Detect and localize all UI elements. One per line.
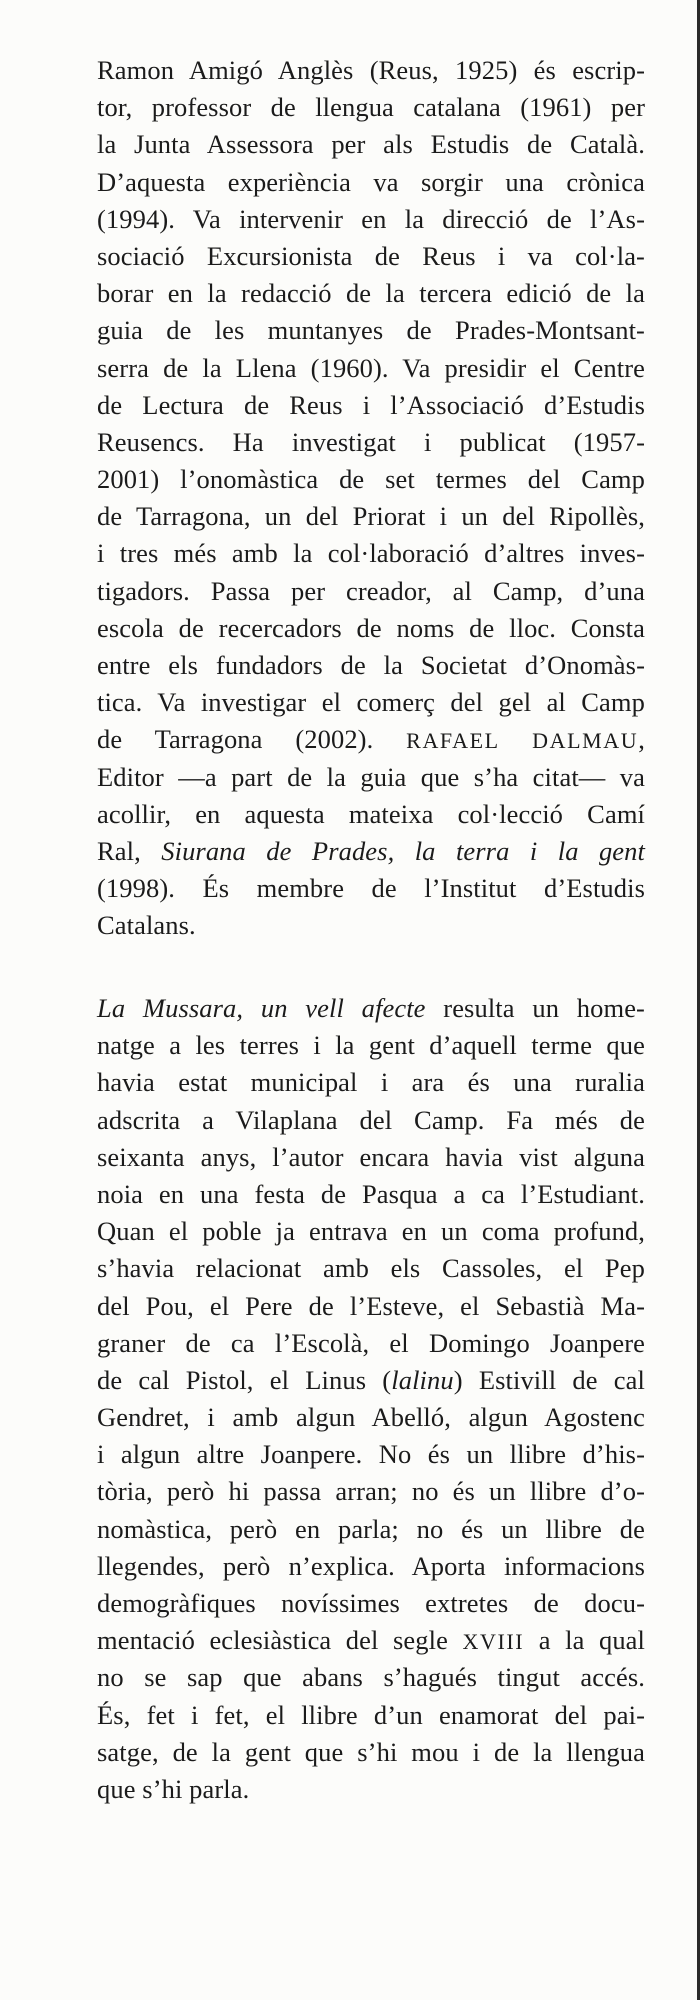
text-line: havia estat municipal i ara és una ruralia xyxy=(97,1067,645,1098)
text-line: borar en la redacció de la tercera edició de la xyxy=(97,278,645,309)
text-line: que s’hi parla. xyxy=(97,1773,250,1804)
text-run: , xyxy=(638,724,645,755)
text-line: Gendret, i amb algun Abelló, algun Agostenc xyxy=(97,1402,645,1433)
text-line: satge, de la gent que s’hi mou i de la llengua xyxy=(97,1736,645,1767)
text-run: Ral, xyxy=(97,835,162,866)
text-line xyxy=(97,1362,645,1399)
text-line: del Pou, el Pere de l’Esteve, el Sebastià Ma- xyxy=(97,1290,645,1321)
book-title-italic: Siurana de Prades, la terra i la gent xyxy=(161,835,645,866)
century-numeral: XVIII xyxy=(462,1629,525,1655)
text-run: de Tarragona (2002). xyxy=(97,724,407,755)
text-line: acollir, en aquesta mateixa col·lecció Camí xyxy=(97,798,645,829)
text-line: noia en una festa de Pasqua a ca l’Estudiant. xyxy=(97,1178,645,1209)
text-line: i algun altre Joanpere. No és un llibre d’his- xyxy=(97,1439,645,1470)
text-run: ) Estivill de cal xyxy=(453,1364,645,1395)
text-line: la Junta Assessora per als Estudis de Català. xyxy=(97,129,645,160)
text-line: (1994). Va intervenir en la direcció de l’As- xyxy=(97,203,645,234)
text-line: serra de la Llena (1960). Va presidir el Centre xyxy=(97,352,645,383)
text-run: de cal Pistol, el Linus xyxy=(97,1364,367,1395)
text-line: demogràfiques novíssimes extretes de docu- xyxy=(97,1588,645,1618)
text-line xyxy=(97,721,645,758)
text-line: seixanta anys, l’autor encara havia vist alguna xyxy=(97,1141,645,1172)
text-line: tor, professor de llengua catalana (1961) per xyxy=(97,92,645,123)
text-line: s’havia relacionat amb els Cassoles, el Pep xyxy=(97,1253,645,1284)
text-run: a la qual xyxy=(524,1625,645,1656)
italic-word: lalinu xyxy=(391,1364,454,1395)
author-biography xyxy=(97,52,645,945)
text-line: Catalans. xyxy=(97,910,196,941)
text-line: escola de recercadors de noms de lloc. Consta xyxy=(97,612,645,643)
text-line: Ramon Amigó Anglès (Reus, 1925) és escrip- xyxy=(97,55,645,85)
text-line: de Tarragona, un del Priorat i un del Ripollès, xyxy=(97,501,645,532)
text-run: resulta un home- xyxy=(425,993,645,1023)
text-line: Editor —a part de la guia que s’ha citat— va xyxy=(97,761,645,792)
text-line: natge a les terres i la gent d’aquell terme que xyxy=(97,1030,645,1061)
text-line: Reusencs. Ha investigat i publicat (1957- xyxy=(97,426,645,457)
book-description xyxy=(97,990,645,1808)
text-line: adscrita a Vilaplana del Camp. Fa més de xyxy=(97,1104,645,1135)
text-run: mentació eclesiàstica del segle xyxy=(97,1625,463,1656)
text-run: ( xyxy=(366,1364,392,1395)
text-line: (1998). És membre de l’Institut d’Estudis xyxy=(97,873,645,904)
text-line: i tres més amb la col·laboració d’altres inves- xyxy=(97,538,645,569)
text-line xyxy=(97,990,645,1027)
text-line: no se sap que abans s’hagués tingut accés. xyxy=(97,1662,645,1693)
text-line: llegendes, però n’explica. Aporta informacions xyxy=(97,1550,645,1581)
text-line: tica. Va investigar el comerç del gel al Camp xyxy=(97,687,645,718)
text-line: És, fet i fet, el llibre d’un enamorat del pai- xyxy=(97,1699,645,1730)
book-title-italic: La Mussara, un vell afecte xyxy=(97,993,426,1023)
text-line: de Lectura de Reus i l’Associació d’Estudis xyxy=(97,389,645,420)
text-line: Quan el poble ja entrava en un coma profund, xyxy=(97,1216,645,1247)
text-line: sociació Excursionista de Reus i va col·la- xyxy=(97,240,645,271)
text-line: entre els fundadors de la Societat d’Onomàs- xyxy=(97,650,645,680)
text-line: nomàstica, però en parla; no és un llibre de xyxy=(97,1513,645,1544)
text-line: D’aquesta experiència va sorgir una crònica xyxy=(97,166,645,197)
text-line: 2001) l’onomàstica de set termes del Camp xyxy=(97,464,645,495)
text-line: tigadors. Passa per creador, al Camp, d’una xyxy=(97,575,645,606)
text-line xyxy=(97,1622,645,1659)
publisher-name: RAFAEL DALMAU xyxy=(406,728,639,754)
text-line: tòria, però hi passa arran; no és un llibre d’o- xyxy=(97,1476,645,1507)
text-line: guia de les muntanyes de Prades-Montsant- xyxy=(97,315,645,346)
text-line xyxy=(97,833,645,870)
text-line: graner de ca l’Escolà, el Domingo Joanpere xyxy=(97,1327,645,1358)
